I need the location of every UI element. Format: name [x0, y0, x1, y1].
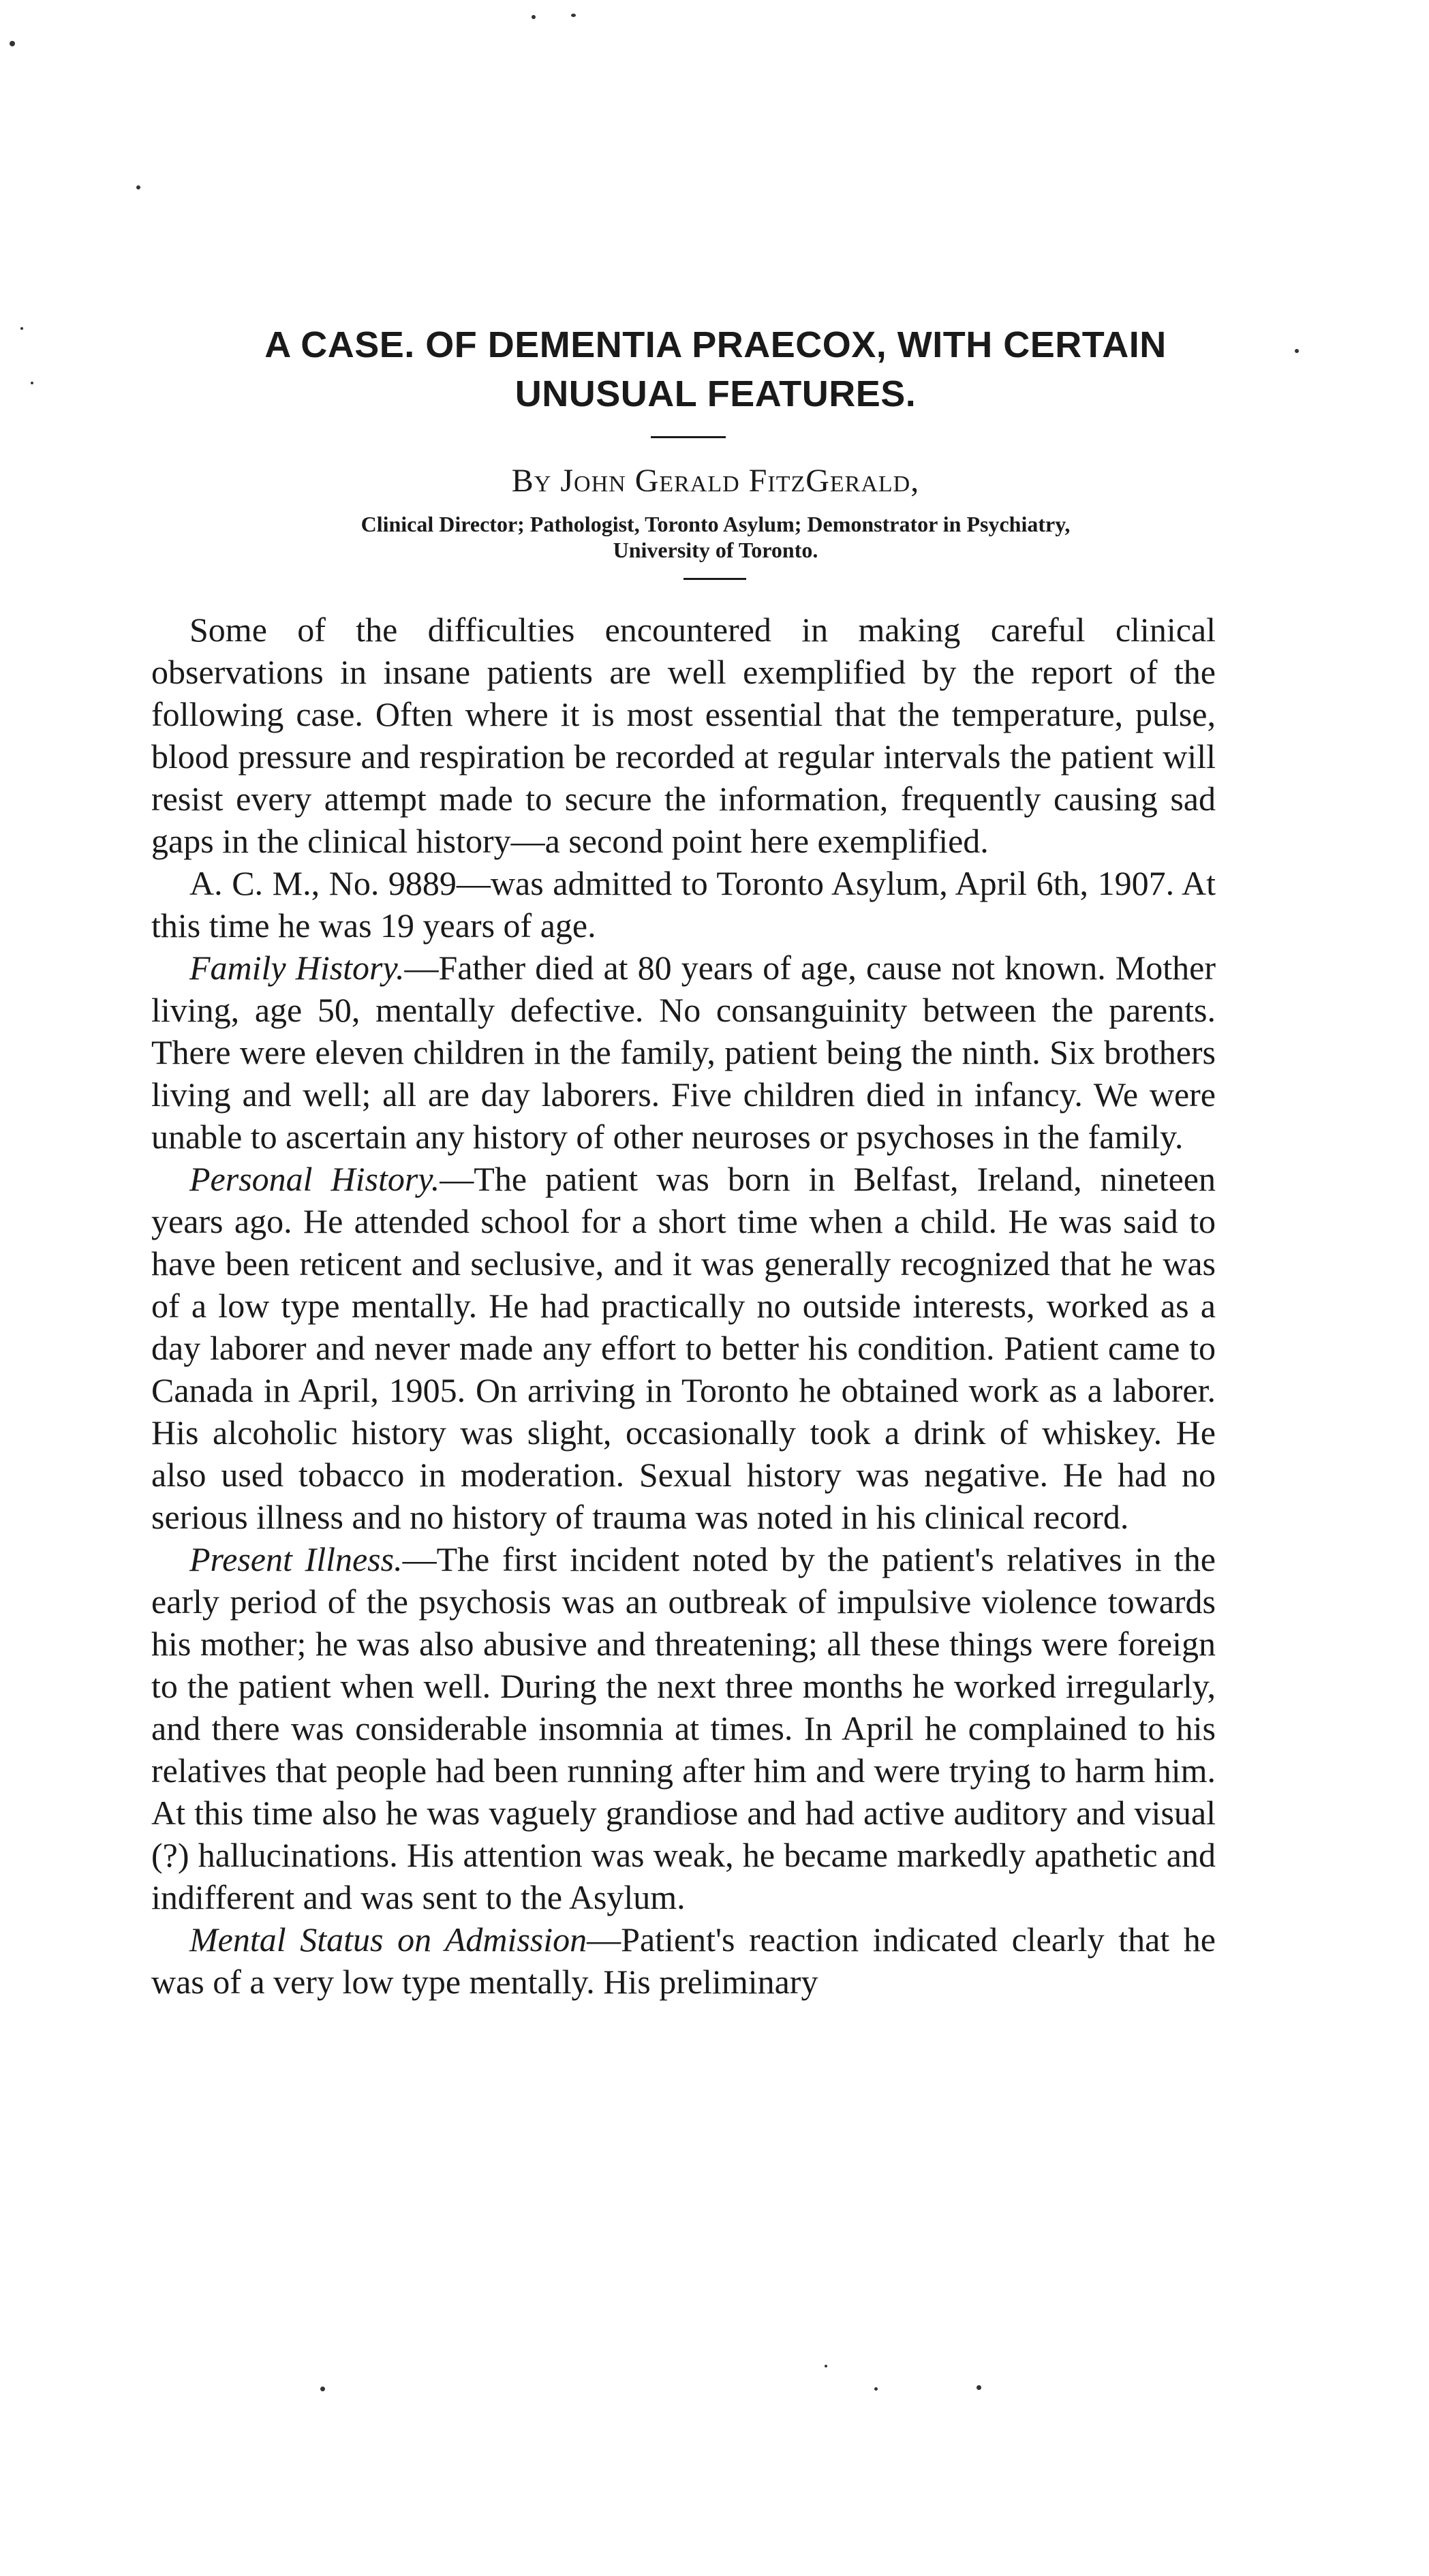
title-divider: [651, 436, 726, 438]
paragraph-family-history: [151, 947, 1216, 1158]
paragraph-intro: [151, 609, 1216, 862]
scan-speck: [20, 327, 23, 330]
byline-divider: [683, 578, 746, 580]
paragraph-text: A. C. M., No. 9889—was admitted to Toronto Asylum, April 6th, 1907. At this time he was 19 years of age.: [151, 864, 1216, 945]
scan-speck: [136, 185, 140, 189]
paragraph-text: —The patient was born in Belfast, Ireland, nineteen years ago. He attended school for a short time when a child. He was said to have been reticent and seclusive, and it was generally recognized that he was of a low type mentally. He had practically no outside interests, worked as a day laborer and never made any effort to better his condition. Patient came to Canada in April, 1905. On arriving in Toronto he obtained work as a laborer. His alcoholic history was slight, occasionally took a drink of whiskey. He also used tobacco in moderation. Sexual history was negative. He had no serious illness and no history of trauma was noted in his clinical record.: [151, 1160, 1216, 1536]
paragraph-heading: Present Illness.: [189, 1540, 403, 1578]
scan-speck: [532, 15, 536, 19]
paragraph-admission: [151, 862, 1216, 947]
paragraph-personal-history: [151, 1158, 1216, 1538]
author-affiliation: [170, 511, 1261, 563]
article-title: [136, 320, 1295, 418]
article-body: [151, 609, 1216, 2003]
title-line-1: A CASE. OF DEMENTIA PRAECOX, WITH CERTAIN: [264, 324, 1167, 365]
affiliation-line-2: University of Toronto.: [613, 538, 818, 562]
paragraph-text: Some of the difficulties encountered in making careful clinical observations in insane patients are well exemplified by the report of the following case. Often where it is most essential that the temperature, pulse, blood pressure and respiration be recorded at regular intervals the patient will resist every attempt made to secure the information, frequently causing sad gaps in the clinical history—a second point here exemplified.: [151, 611, 1216, 860]
paragraph-present-illness: [151, 1538, 1216, 1918]
paragraph-heading: Mental Status on Admission: [189, 1920, 587, 1959]
scan-speck: [571, 14, 576, 17]
scan-speck: [977, 2385, 981, 2390]
author-byline: By John Gerald FitzGerald,: [511, 463, 920, 499]
paragraph-heading: Personal History.: [189, 1160, 440, 1198]
scan-speck: [1295, 349, 1299, 353]
paragraph-heading: Family History.: [189, 949, 405, 987]
paragraph-mental-status: [151, 1918, 1216, 2003]
paragraph-text: —Patient's reaction indicated clearly that he was of a very low type mentally. His preliminary: [151, 1920, 1216, 2001]
title-line-2: UNUSUAL FEATURES.: [514, 373, 917, 414]
scan-speck: [825, 2365, 827, 2367]
scan-speck: [874, 2387, 878, 2391]
scan-speck: [320, 2387, 325, 2391]
scan-speck: [31, 382, 33, 384]
affiliation-line-1: Clinical Director; Pathologist, Toronto Asylum; Demonstrator in Psychiatry,: [360, 512, 1071, 536]
scan-speck: [10, 41, 15, 46]
paragraph-text: —The first incident noted by the patient's relatives in the early period of the psychosis was an outbreak of impulsive violence towards his mother; he was also abusive and threatening; all these things were foreign to the patient when well. During the next three months he worked irregularly, and there was considerable insomnia at times. In April he complained to his relatives that people had been running after him and were trying to harm him. At this time also he was vaguely grandiose and had active auditory and visual (?) hallucinations. His attention was weak, he became markedly apathetic and indifferent and was sent to the Asylum.: [151, 1540, 1216, 1916]
paragraph-text: —Father died at 80 years of age, cause not known. Mother living, age 50, mentally defective. No consanguinity between the parents. There were eleven children in the family, patient being the ninth. Six brothers living and well; all are day laborers. Five children died in infancy. We were unable to ascertain any history of other neuroses or psychoses in the family.: [151, 949, 1216, 1156]
